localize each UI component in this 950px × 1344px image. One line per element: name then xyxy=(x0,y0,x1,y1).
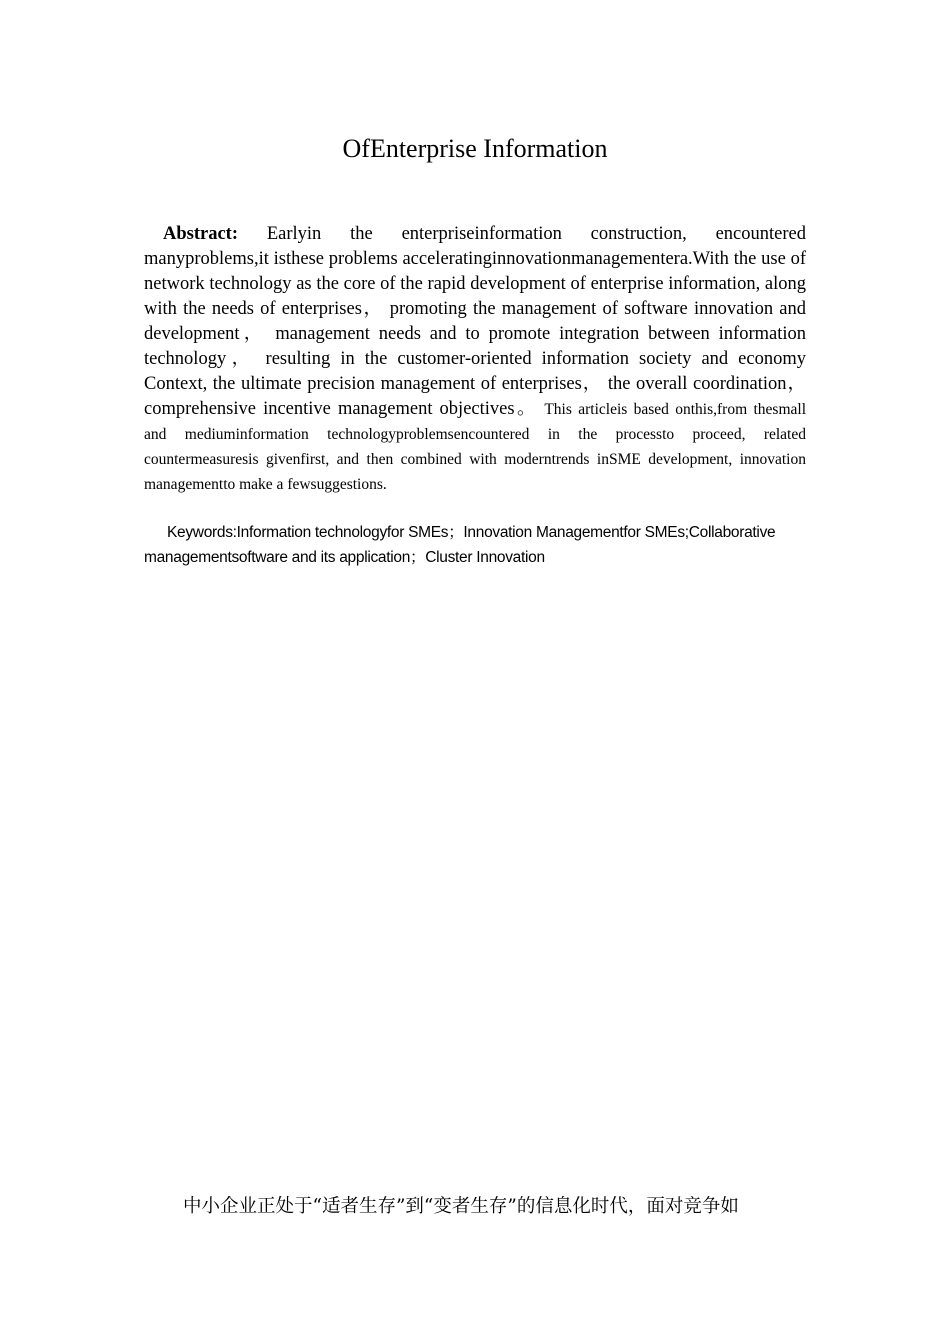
abstract-text-small: This articleis based onthis,from thesmall and mediuminformation technologyproblemsencountered in the processto proceed, related countermeasuresis givenfirst, and then combined with moderntrends inSME development, innovation managementto make a fewsuggestions. xyxy=(144,401,807,493)
abstract-text-main: Earlyin the enterpriseinformation construction, encountered manyproblems,it isthese problems acceleratinginnovationmanagementera.With the use of network technology as the core of the rapid development of enterprise information, along with the needs of enterprises， promoting the management of software innovation and development， management needs and to promote integration between information technology， resulting in the customer-oriented information society and economy Context, the ultimate precision management of enterprises， the overall coordination， comprehensive incentive management objectives。 xyxy=(144,224,806,419)
abstract-label: Abstract: xyxy=(163,224,239,244)
document-title: OfEnterprise Information xyxy=(342,134,608,163)
keywords-text: Information technologyfor SMEs；Innovation Managementfor SMEs;Collaborative managementsoftware and its application；Cluster Innovation xyxy=(144,524,776,566)
abstract-paragraph xyxy=(144,222,806,497)
chinese-paragraph: 中小企业正处于“适者生存”到“变者生存”的信息化时代，面对竞争如 xyxy=(183,1196,739,1217)
keywords-paragraph xyxy=(144,520,806,570)
keywords-label: Keywords: xyxy=(167,524,237,541)
